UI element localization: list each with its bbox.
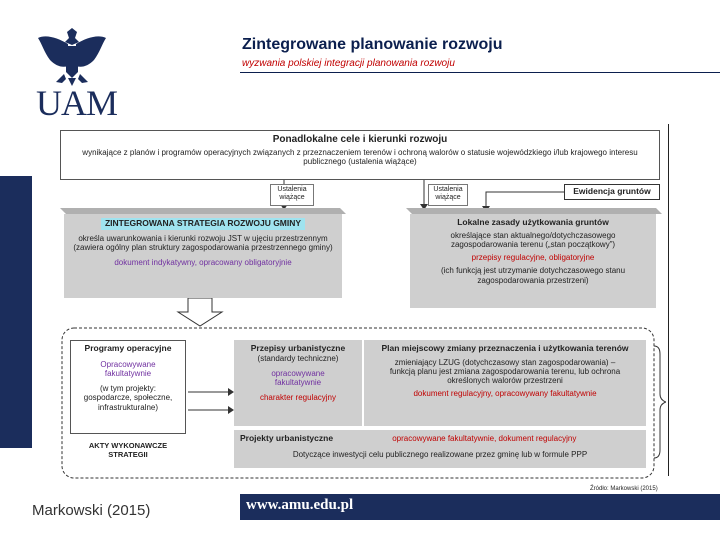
author-credit: Markowski (2015) <box>32 502 151 519</box>
regulations-status: opracowywane fakultatywnie <box>271 368 325 388</box>
top-goals-box <box>60 130 660 180</box>
regulations-subtitle: (standardy techniczne) <box>257 353 339 363</box>
local-plan-box <box>364 340 646 426</box>
urban-projects-title: Projekty urbanistyczne <box>240 433 334 443</box>
planning-diagram <box>56 126 666 482</box>
urban-projects-box <box>234 430 646 468</box>
regulations-title: Przepisy urbanistyczne <box>250 343 346 353</box>
footer-url-link[interactable]: www.amu.edu.pl <box>246 497 354 513</box>
logo <box>30 22 118 123</box>
source-note: Źródło: Markowski (2015) <box>590 486 658 492</box>
urban-projects-text: Dotyczące inwestycji celu publicznego realizowane przez gminę lub w formule PPP <box>292 449 588 459</box>
urban-projects-status: opracowywane fakultatywnie, dokument regulacyjny <box>392 434 577 443</box>
logo-text: UAM <box>36 83 118 123</box>
local-plan-status: dokument regulacyjny, opracowywany fakultatywnie <box>413 389 597 399</box>
programs-box <box>70 340 186 434</box>
top-goals-text: wynikające z planów i programów operacyjnych związanych z przeznaczeniem terenów i ochroną walorów o statusie wojewódzkiego i/lub krajowego interesu publicznego (ustalenia wiążące) <box>82 147 638 166</box>
programs-title: Programy operacyjne <box>84 343 172 353</box>
regulations-character: charakter regulacyjny <box>259 393 337 403</box>
arrow-strategy-down <box>178 298 222 326</box>
arrow-evidence-to-local <box>486 192 564 206</box>
top-goals-title: Ponadlokalne cele i kierunki rozwoju <box>272 134 448 145</box>
binding-label-right: Ustalenia wiążące <box>428 184 468 206</box>
right-divider <box>668 124 669 476</box>
local-rules-note: (ich funkcją jest utrzymanie dotychczasowego stanu zagospodarowania przestrzeni) <box>440 266 626 285</box>
programs-status: Opracowywane fakultatywnie <box>100 359 156 378</box>
local-rules-box <box>410 214 656 308</box>
regulations-box <box>234 340 362 426</box>
land-evidence-box: Ewidencja gruntów <box>564 184 660 200</box>
page-title: Zintegrowane planowanie rozwoju <box>242 36 503 53</box>
local-plan-title: Plan miejscowy zmiany przeznaczenia i użytkowania terenów <box>381 343 629 353</box>
programs-note: (w tym projekty: gospodarcze, społeczne, infrastrukturalne) <box>83 384 173 412</box>
local-rules-text: określające stan aktualnego/dotychczasowego zagospodarowania terenu („stan początkowy”) <box>450 230 616 249</box>
local-plan-text: zmieniający LZUG (dotychczasowy stan zagospodarowania) – funkcją planu jest zmiana zagospodarowania terenu, lub ochrona określonych walorów przestrzeni <box>389 357 621 386</box>
local-rules-status: przepisy regulacyjne, obligatoryjne <box>471 253 595 263</box>
header-divider <box>240 72 720 73</box>
strategy-box <box>64 214 342 298</box>
strategy-text: określa uwarunkowania i kierunki rozwoju JST w ujęciu przestrzennym (zawiera ogólny plan struktury zagospodarowania przestrzennego gminy) <box>73 233 333 252</box>
strategy-title: ZINTEGROWANA STRATEGIA ROZWOJU GMINY <box>101 218 305 230</box>
page-subtitle: wyzwania polskiej integracji planowania rozwoju <box>242 58 455 69</box>
binding-label-left: Ustalenia wiążące <box>270 184 314 206</box>
strategy-footer: dokument indykatywny, opracowany obligatoryjnie <box>114 258 292 268</box>
executive-acts: AKTY WYKONAWCZE STRATEGII <box>88 441 168 459</box>
right-bracket <box>654 346 666 458</box>
arrow-programs-regulations <box>188 392 228 410</box>
local-rules-title: Lokalne zasady użytkowania gruntów <box>457 217 609 227</box>
side-accent-bar <box>0 176 32 448</box>
